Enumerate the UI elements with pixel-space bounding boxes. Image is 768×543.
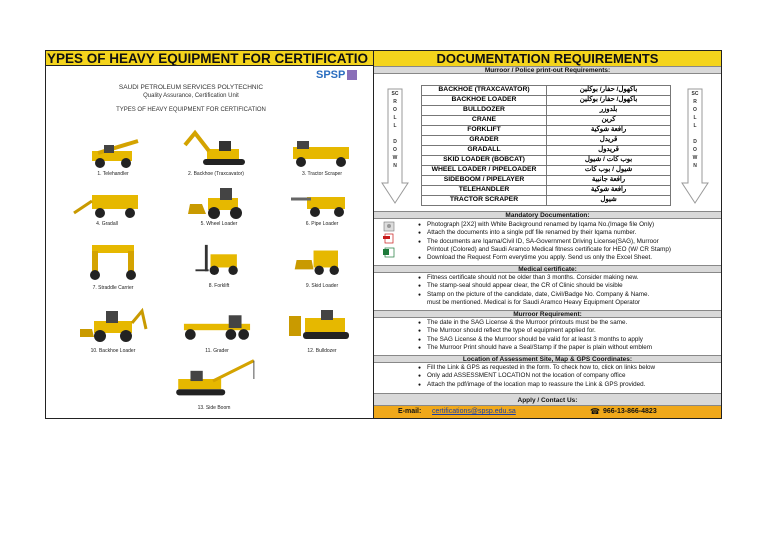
mandatory-documentation-header: Mandatory Documentation:	[374, 211, 721, 219]
email-label: E-mail:	[398, 408, 422, 415]
equipment-english-name: TRACTOR SCRAPER	[422, 196, 547, 206]
scroll-down-arrow-left	[380, 87, 410, 205]
medical-certificate-header: Medical certificate:	[374, 265, 721, 273]
equipment-arabic-name: رافعة شوكية	[547, 126, 671, 136]
equipment-arabic-name: كرين	[547, 116, 671, 126]
contact-bar	[374, 406, 721, 418]
equipment-name-table	[421, 85, 671, 206]
list-item: ● Attach the documents into a single pdf file renamed by their Iqama number.	[418, 229, 718, 237]
equipment-pipe-loader	[277, 183, 367, 231]
logo-mark-icon	[347, 70, 357, 80]
list-item: ● The documents are Iqama/Civil ID, SA-Government Driving License(SAG), Murroor	[418, 238, 718, 246]
equipment-label: 9. Skid Loader	[305, 283, 339, 289]
equipment-arabic-name: بلدوزر	[547, 106, 671, 116]
equipment-forklift	[174, 239, 264, 287]
scroll-down-text: SC R O L L D O W N	[691, 91, 699, 169]
phone-number: 966-13-866-4823	[603, 408, 657, 415]
skid-loader-icon	[287, 243, 357, 275]
list-item: ● Photograph [2X2] with White Background renamed by Iqama No.(Image file Only)	[418, 221, 718, 229]
equipment-row	[422, 176, 671, 186]
list-item: ● Fill the Link & GPS as requested in the form. To check how to, click on links below	[418, 364, 718, 372]
equipment-english-name: BACKHOE LOADER	[422, 96, 547, 106]
equipment-english-name: BULLDOZER	[422, 106, 547, 116]
gradall-icon	[62, 187, 152, 219]
equipment-arabic-name: شيول	[547, 196, 671, 206]
grader-icon	[172, 311, 262, 343]
equipment-row	[422, 146, 671, 156]
equipment-arabic-name: باكهول/ حفار/ بوكلين	[547, 86, 671, 96]
equipment-tractor-scraper	[277, 133, 367, 181]
medical-list	[418, 274, 718, 307]
equipment-label: 5. Wheel Loader	[200, 221, 238, 227]
telehandler-icon	[78, 137, 148, 169]
equipment-label: 6. Pipe Loader	[305, 221, 339, 227]
equipment-types-panel	[46, 51, 374, 418]
equipment-grader	[172, 307, 262, 355]
equipment-row	[422, 126, 671, 136]
equipment-telehandler	[68, 133, 158, 181]
equipment-label: 7. Straddle Carrier	[92, 285, 134, 291]
mandatory-list	[418, 221, 718, 262]
equipment-english-name: SIDEBOOM / PIPELAYER	[422, 176, 547, 186]
list-item: ● The stamp-seal should appear clear, the CR of Clinic should be visible	[418, 282, 718, 290]
forklift-icon	[184, 243, 254, 275]
equipment-arabic-name: رافعة جانبية	[547, 176, 671, 186]
equipment-row	[422, 196, 671, 206]
excel-file-icon	[383, 247, 395, 258]
equipment-arabic-name: شيول / بوب كات	[547, 166, 671, 176]
documentation-panel	[374, 51, 721, 418]
equipment-row	[422, 116, 671, 126]
equipment-label: 11. Grader	[205, 348, 229, 354]
scroll-down-text: SC R O L L D O W N	[391, 91, 399, 169]
backhoe-loader-icon	[78, 305, 148, 345]
list-item: ● The SAG License & the Murroor should be valid for at least 3 months to apply	[418, 336, 718, 344]
location-list	[418, 364, 718, 389]
equipment-skid-loader	[277, 239, 367, 287]
documentation-title: DOCUMENTATION REQUIREMENTS	[374, 51, 721, 67]
org-unit: Quality Assurance, Certification Unit	[143, 93, 239, 99]
excavator-icon	[181, 127, 251, 171]
equipment-straddle-carrier	[68, 233, 158, 291]
image-file-icon	[383, 221, 395, 232]
equipment-arabic-name: بوب كات / شيول	[547, 156, 671, 166]
equipment-english-name: BACKHOE (TRAXCAVATOR)	[422, 86, 547, 96]
document-sheet	[45, 50, 722, 419]
list-item-continuation: must be mentioned. Medical is for Saudi Aramco Heavy Equipment Operator	[427, 298, 641, 306]
equipment-label: 3. Tractor Scraper	[301, 171, 342, 177]
equipment-gradall	[62, 183, 152, 231]
org-name: SAUDI PETROLEUM SERVICES POLYTECHNIC	[118, 84, 264, 91]
equipment-english-name: GRADER	[422, 136, 547, 146]
equipment-english-name: TELEHANDLER	[422, 186, 547, 196]
equipment-label: 2. Backhoe (Traxcavator)	[188, 171, 244, 177]
scroll-down-arrow-right	[680, 87, 710, 205]
list-item-continuation: Printout (Colored) and Saudi Aramco Medical fitness certificate for HEO (W/ CR Stamp)	[427, 245, 671, 253]
request-form-item[interactable]: ● Download the Request Form everytime you apply. Send us only the Excel Sheet.	[418, 254, 718, 262]
equipment-label: 8. Forklift	[208, 283, 230, 289]
equipment-row	[422, 136, 671, 146]
equipment-row	[422, 156, 671, 166]
equipment-english-name: CRANE	[422, 116, 547, 126]
equipment-backhoe-traxcavator	[171, 123, 261, 177]
equipment-row	[422, 106, 671, 116]
equipment-english-name: FORKLIFT	[422, 126, 547, 136]
equipment-row	[422, 166, 671, 176]
equipment-arabic-name: رافعة شوكية	[547, 186, 671, 196]
equipment-bulldozer	[277, 301, 367, 354]
pdf-file-icon	[383, 233, 395, 244]
equipment-arabic-name: قريدل	[547, 136, 671, 146]
equipment-row	[422, 86, 671, 96]
pipe-loader-icon	[287, 187, 357, 219]
equipment-arabic-name: قريدول	[547, 146, 671, 156]
murroor-requirement-header: Murroor Requirement:	[374, 310, 721, 318]
equipment-label: 13. Side Boom	[197, 405, 231, 411]
location-header: Location of Assessment Site, Map & GPS Coordinates:	[374, 355, 721, 363]
equipment-wheel-loader	[174, 179, 264, 227]
equipment-side-boom	[164, 353, 264, 415]
list-item: ● Stamp on the picture of the candidate, date, Civil/Badge No. Company & Name.	[418, 291, 718, 299]
list-item: ● Only add ASSESSMENT LOCATION not the location of company office	[418, 372, 718, 380]
equipment-backhoe-loader	[68, 301, 158, 354]
contact-header: Apply / Contact Us:	[374, 393, 721, 406]
murroor-list	[418, 319, 718, 352]
equipment-row	[422, 96, 671, 106]
equipment-label: 10. Backhoe Loader	[90, 348, 136, 354]
list-item: ● The Murroor should reflect the type of equipment applied for.	[418, 327, 718, 335]
equipment-arabic-name: باكهول/ حفار/ بوكلين	[547, 96, 671, 106]
spsp-logo	[316, 69, 357, 81]
equipment-label: 12. Bulldozer	[307, 348, 337, 354]
equipment-label: 1. Telehandler	[97, 171, 129, 177]
list-item: ● The Murroor Print should have a Seal/Stamp if the paper is plain without emblem	[418, 344, 718, 352]
equipment-panel-title: YPES OF HEAVY EQUIPMENT FOR CERTIFICATIO	[46, 51, 373, 66]
equipment-english-name: WHEEL LOADER / PIPELOADER	[422, 166, 547, 176]
side-boom-icon	[168, 357, 260, 401]
list-item: ● Attach the pdf/image of the location map to reassure the Link & GPS provided.	[418, 381, 718, 389]
equipment-english-name: SKID LOADER (BOBCAT)	[422, 156, 547, 166]
list-item: ● The date in the SAG License & the Murroor printouts must be the same.	[418, 319, 718, 327]
wheel-loader-icon	[184, 183, 254, 221]
equipment-label: 4. Gradall	[96, 221, 118, 227]
murroor-printout-header: Murroor / Police print-out Requirements:	[374, 66, 721, 74]
logo-text: SPSP	[316, 69, 346, 81]
equipment-row	[422, 186, 671, 196]
phone-icon: ☎	[590, 407, 600, 416]
list-item: ● Fitness certificate should not be older than 3 months. Consider making new.	[418, 274, 718, 282]
equipment-english-name: GRADALL	[422, 146, 547, 156]
scraper-icon	[287, 137, 357, 169]
email-link[interactable]: certifications@spsp.edu.sa	[432, 408, 516, 415]
bulldozer-icon	[287, 305, 357, 345]
doc-title: TYPES OF HEAVY EQUIPMENT FOR CERTIFICATION	[116, 107, 266, 113]
straddle-carrier-icon	[78, 237, 148, 285]
